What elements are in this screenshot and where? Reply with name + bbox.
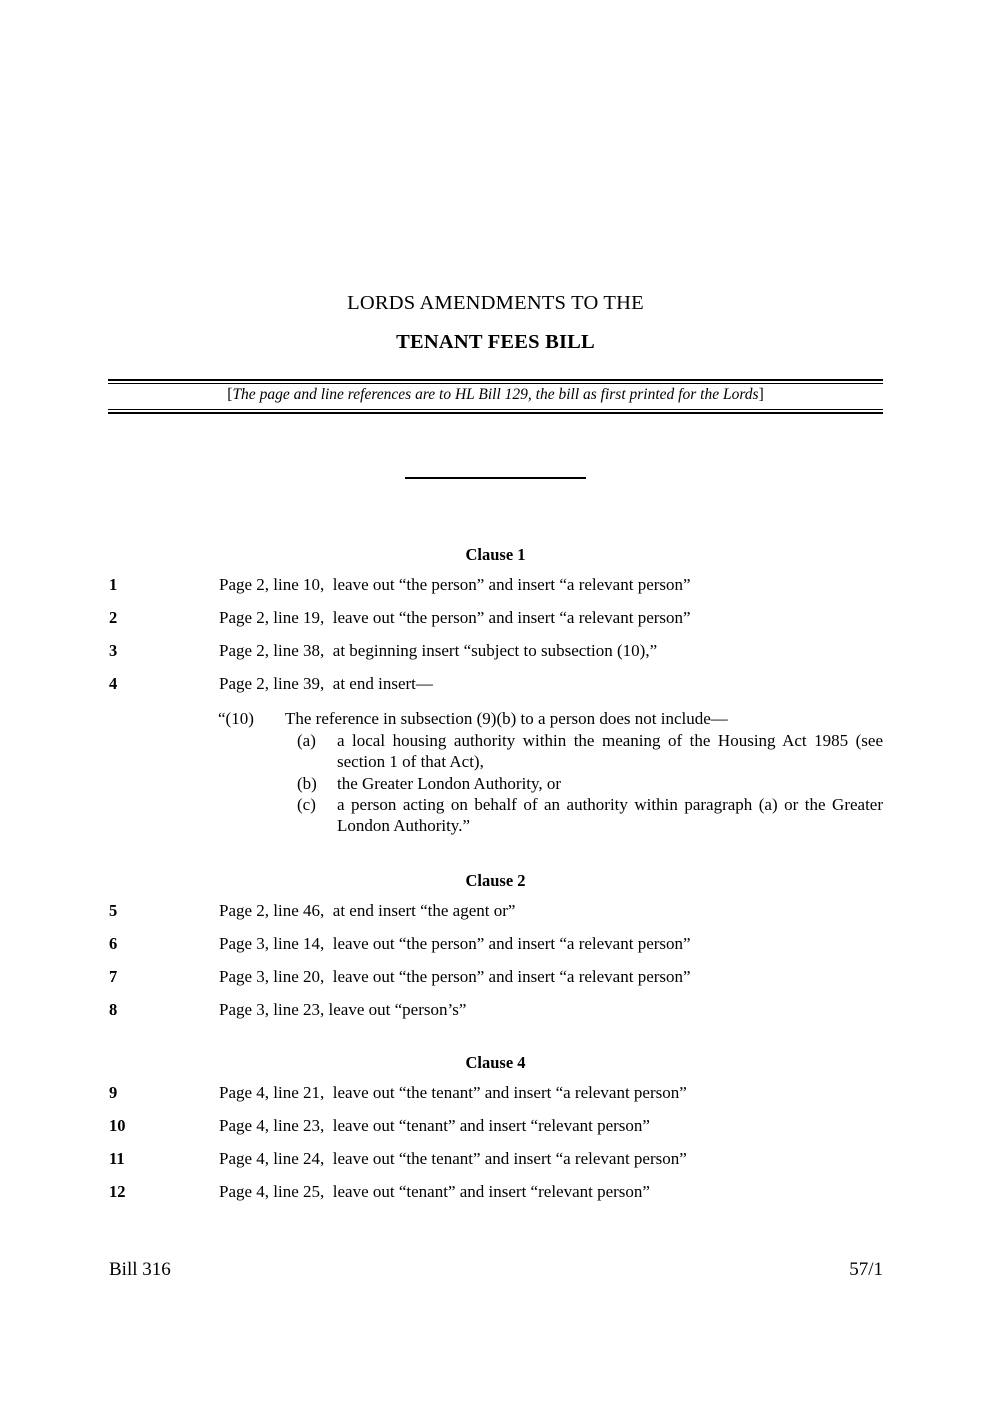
amendment-text: Page 4, line 23, leave out “tenant” and insert “relevant person”	[219, 1116, 650, 1135]
note-open-bracket: [	[227, 386, 233, 403]
header-rule-top	[108, 379, 883, 384]
amendment-text: Page 2, line 10, leave out “the person” and insert “a relevant person”	[219, 575, 691, 594]
quoted-sub-item-text: a person acting on behalf of an authority within paragraph (a) or the Greater London Authority.”	[337, 795, 883, 836]
amendment-item	[108, 901, 883, 921]
amendment-item	[108, 934, 883, 954]
quoted-subsection	[108, 708, 883, 837]
amendment-number: 2	[109, 608, 118, 627]
clause-heading-4: Clause 4	[465, 1053, 526, 1072]
clause-heading-2: Clause 2	[465, 871, 526, 890]
amendment-number: 3	[109, 641, 118, 660]
amendment-item	[108, 1000, 883, 1020]
amendment-text: Page 2, line 38, at beginning insert “subject to subsection (10),”	[219, 641, 658, 660]
quoted-subsection-marker: “(10)	[218, 709, 254, 728]
amendment-item	[108, 641, 883, 661]
amendment-number: 4	[109, 674, 118, 693]
header-rule-bottom	[108, 409, 883, 414]
rule-thick-line	[108, 412, 883, 414]
section-divider	[405, 477, 586, 479]
amendment-number: 9	[109, 1083, 118, 1102]
quoted-sub-item	[297, 731, 883, 772]
amendment-number: 1	[109, 575, 118, 594]
amendment-number: 5	[109, 901, 118, 920]
quoted-subsection-text: The reference in subsection (9)(b) to a person does not include—	[285, 709, 728, 728]
quoted-sub-item-text: a local housing authority within the meaning of the Housing Act 1985 (see section 1 of that Act),	[337, 731, 883, 771]
amendment-number: 11	[109, 1149, 125, 1168]
footer-page-reference: 57/1	[849, 1259, 883, 1280]
amendment-text: Page 3, line 14, leave out “the person” and insert “a relevant person”	[219, 934, 691, 953]
rule-thin-line	[108, 383, 883, 384]
amendment-text: Page 2, line 46, at end insert “the agent or”	[219, 901, 516, 920]
quoted-sub-item-marker: (c)	[297, 795, 316, 815]
amendment-number: 8	[109, 1000, 118, 1019]
amendment-item	[108, 1083, 883, 1103]
quoted-sub-item-marker: (b)	[297, 773, 317, 793]
note-text: The page and line references are to HL Bill 129, the bill as first printed for the Lords	[232, 386, 759, 403]
rule-thick-line	[108, 379, 883, 381]
amendment-text: Page 4, line 25, leave out “tenant” and insert “relevant person”	[219, 1182, 650, 1201]
amendment-text: Page 3, line 23, leave out “person’s”	[219, 1000, 467, 1019]
amendment-text: Page 4, line 21, leave out “the tenant” and insert “a relevant person”	[219, 1083, 687, 1102]
amendment-item	[108, 1116, 883, 1136]
amendment-item	[108, 1182, 883, 1202]
amendment-text: Page 3, line 20, leave out “the person” and insert “a relevant person”	[219, 967, 691, 986]
amendment-item	[108, 967, 883, 987]
amendment-text: Page 2, line 39, at end insert—	[219, 674, 433, 693]
amendment-number: 7	[109, 967, 118, 986]
footer-bill-number: Bill 316	[109, 1259, 171, 1280]
page-content	[108, 0, 883, 1403]
quoted-sub-item-text: the Greater London Authority, or	[337, 773, 562, 793]
amendment-number: 12	[109, 1182, 126, 1201]
document-title-line-1: LORDS AMENDMENTS TO THE	[347, 292, 644, 314]
amendment-number: 6	[109, 934, 118, 953]
amendment-item	[108, 674, 883, 694]
amendment-text: Page 4, line 24, leave out “the tenant” and insert “a relevant person”	[219, 1149, 687, 1168]
quoted-sub-item-marker: (a)	[297, 731, 316, 751]
amendment-item	[108, 1149, 883, 1169]
quoted-sub-item	[297, 795, 883, 836]
amendment-text: Page 2, line 19, leave out “the person” and insert “a relevant person”	[219, 608, 691, 627]
document-title-line-2: TENANT FEES BILL	[396, 331, 595, 353]
amendment-number: 10	[109, 1116, 126, 1135]
rule-thin-line	[108, 409, 883, 410]
amendment-item	[108, 608, 883, 628]
amendment-item	[108, 575, 883, 595]
clause-heading-1: Clause 1	[465, 545, 526, 564]
note-close-bracket: ]	[758, 386, 764, 403]
reference-note	[108, 386, 883, 404]
quoted-subsection-lead	[218, 708, 883, 730]
quoted-sub-item	[297, 774, 883, 795]
